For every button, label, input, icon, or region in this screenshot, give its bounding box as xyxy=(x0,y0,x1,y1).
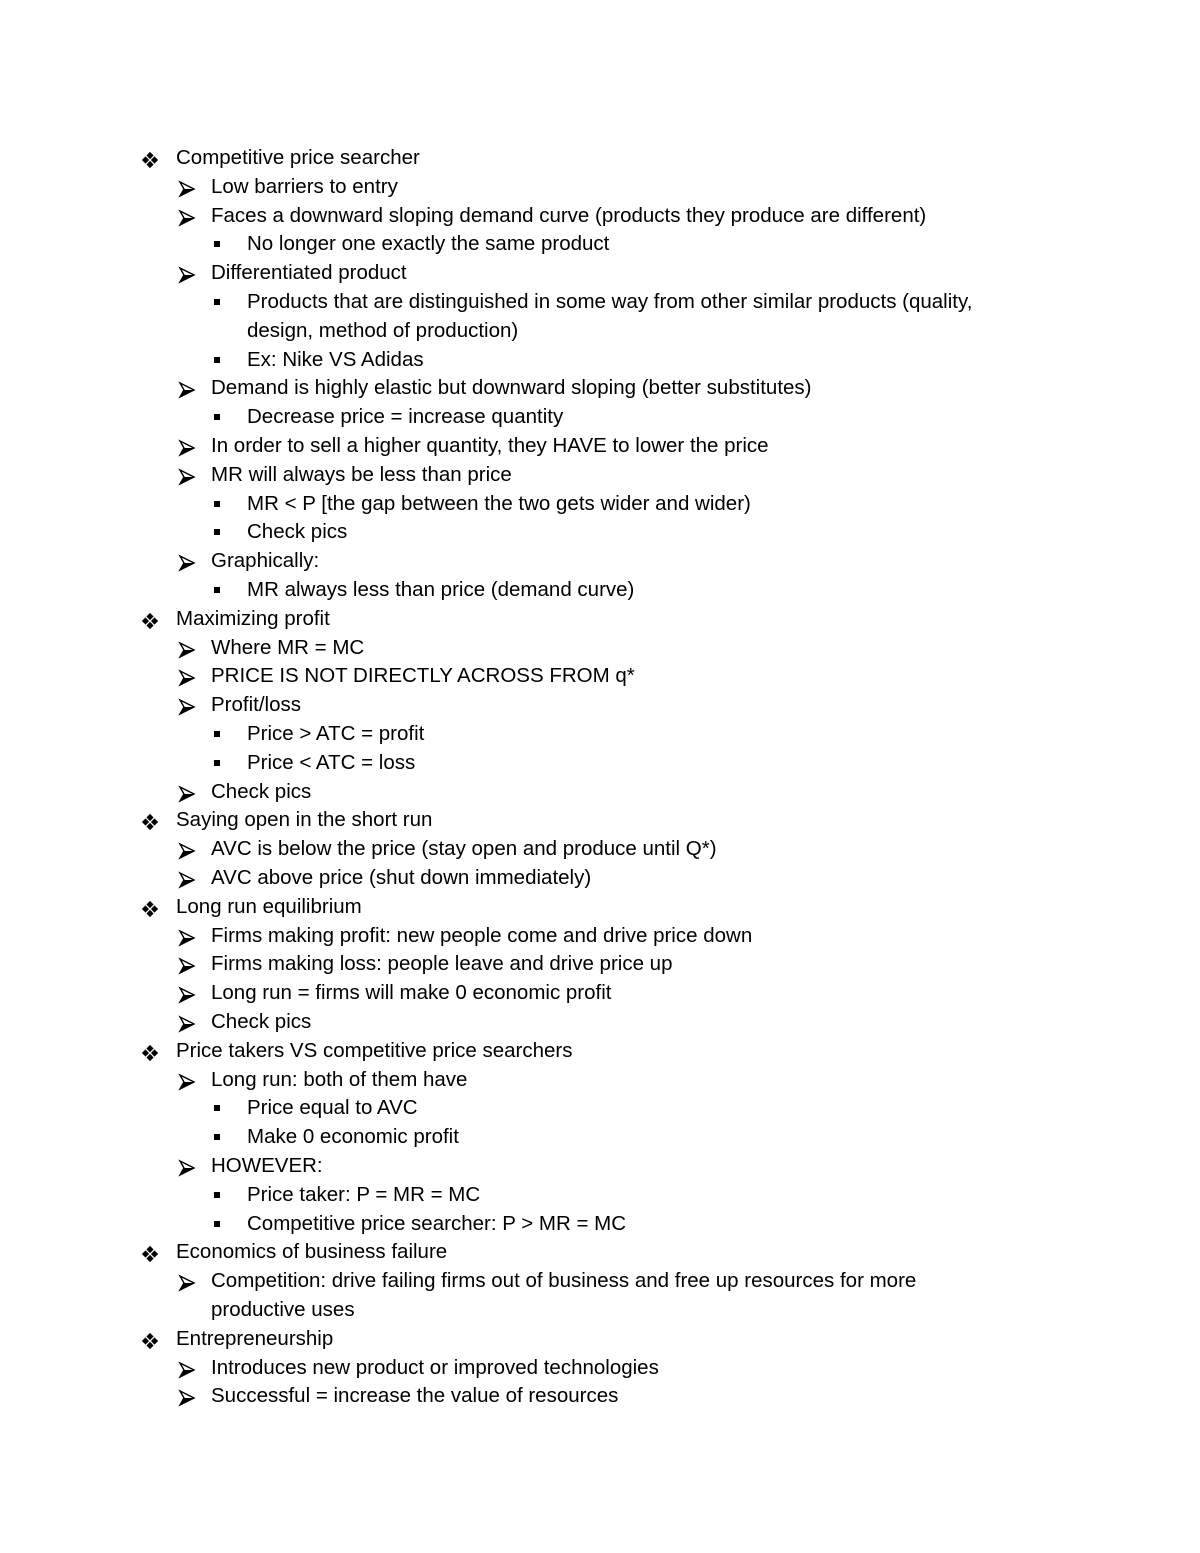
arrowhead-icon xyxy=(178,173,202,201)
outline-item-text: Graphically: xyxy=(211,549,320,573)
square-bullet-icon xyxy=(212,490,236,518)
outline-item-text: Long run: both of them have xyxy=(211,1067,468,1091)
outline-item-text: design, method of production) xyxy=(247,318,519,342)
outline-item-text: Decrease price = increase quantity xyxy=(247,405,564,429)
arrowhead-icon xyxy=(178,662,202,690)
outline-item-text: Firms making loss: people leave and drive price up xyxy=(211,952,673,976)
arrowhead-icon xyxy=(178,547,202,575)
outline-item-text: Competitive price searcher: P > MR = MC xyxy=(247,1211,626,1235)
square-bullet-icon xyxy=(212,1210,236,1238)
arrowhead-icon xyxy=(178,1267,202,1295)
arrowhead-icon xyxy=(178,1152,202,1180)
outline-item-text: Competitive price searcher xyxy=(176,146,420,169)
outline-item-text: Price equal to AVC xyxy=(247,1096,418,1120)
square-bullet-icon xyxy=(212,720,236,748)
four-diamond-icon xyxy=(141,1238,165,1266)
outline-item-text: MR always less than price (demand curve) xyxy=(247,578,635,601)
outline-item-text: Faces a downward sloping demand curve (products they produce are different) xyxy=(211,203,927,227)
four-diamond-icon xyxy=(141,1037,165,1065)
outline-item-text: Price takers VS competitive price searchers xyxy=(176,1038,573,1062)
outline-item-text: Products that are distinguished in some way from other similar products (quality, xyxy=(247,290,973,313)
arrowhead-icon xyxy=(178,432,202,460)
outline-item-text: Check pics xyxy=(211,1010,312,1033)
arrowhead-icon xyxy=(178,922,202,950)
outline-item-text: Check pics xyxy=(211,779,312,803)
outline-item-text: Price < ATC = loss xyxy=(247,750,416,774)
arrowhead-icon xyxy=(178,1382,202,1410)
arrowhead-icon xyxy=(178,950,202,978)
arrowhead-icon xyxy=(178,691,202,719)
square-bullet-icon xyxy=(212,1094,236,1122)
outline-item-text: Economics of business failure xyxy=(176,1240,448,1264)
four-diamond-icon xyxy=(141,1325,165,1353)
four-diamond-icon xyxy=(141,806,165,834)
outline-item-text: Long run = firms will make 0 economic profit xyxy=(211,981,612,1005)
outline-item-text: MR < P [the gap between the two gets wider and wider) xyxy=(247,491,751,515)
square-bullet-icon xyxy=(212,1181,236,1209)
outline-item-text: Entrepreneurship xyxy=(176,1326,334,1350)
arrowhead-icon xyxy=(178,1008,202,1036)
four-diamond-icon xyxy=(141,893,165,921)
square-bullet-icon xyxy=(212,1123,236,1151)
arrowhead-icon xyxy=(178,374,202,402)
square-bullet-icon xyxy=(212,518,236,546)
outline-item-text: Price > ATC = profit xyxy=(247,722,425,745)
outline-item-text: Long run equilibrium xyxy=(176,894,362,918)
outline-item-text: Make 0 economic profit xyxy=(247,1125,459,1149)
outline-item-text: In order to sell a higher quantity, they HAVE to lower the price xyxy=(211,434,769,457)
square-bullet-icon xyxy=(212,288,236,316)
outline-item-text: Introduces new product or improved technologies xyxy=(211,1355,659,1379)
outline-item-text: Saying open in the short run xyxy=(176,808,433,832)
four-diamond-icon xyxy=(141,605,165,633)
arrowhead-icon xyxy=(178,259,202,287)
outline-item-text: HOWEVER: xyxy=(211,1154,323,1177)
square-bullet-icon xyxy=(212,403,236,431)
arrowhead-icon xyxy=(178,1354,202,1382)
square-bullet-icon xyxy=(212,749,236,777)
outline-item-text: Check pics xyxy=(247,520,348,544)
outline-item-text: Demand is highly elastic but downward sloping (better substitutes) xyxy=(211,376,812,400)
outline-item-text: Competition: drive failing firms out of business and free up resources for more xyxy=(211,1269,917,1293)
square-bullet-icon xyxy=(212,346,236,374)
outline-item-text: AVC is below the price (stay open and produce until Q*) xyxy=(211,837,717,861)
outline-item-text: MR will always be less than price xyxy=(211,462,512,486)
outline-item-text: Maximizing profit xyxy=(176,606,330,630)
outline-item-text: PRICE IS NOT DIRECTLY ACROSS FROM q* xyxy=(211,664,635,688)
arrowhead-icon xyxy=(178,778,202,806)
arrowhead-icon xyxy=(178,634,202,662)
outline-item-text: AVC above price (shut down immediately) xyxy=(211,866,592,889)
outline-item-text: Differentiated product xyxy=(211,261,407,285)
outline-item-text: No longer one exactly the same product xyxy=(247,232,610,256)
outline-item-text: Profit/loss xyxy=(211,693,301,717)
outline-item-text: Successful = increase the value of resources xyxy=(211,1384,619,1408)
arrowhead-icon xyxy=(178,202,202,230)
four-diamond-icon xyxy=(141,144,165,172)
outline-item-text: Where MR = MC xyxy=(211,635,365,659)
outline-item-text: Low barriers to entry xyxy=(211,174,398,198)
arrowhead-icon xyxy=(178,461,202,489)
outline-item-text: productive uses xyxy=(211,1298,355,1321)
square-bullet-icon xyxy=(212,576,236,604)
arrowhead-icon xyxy=(178,835,202,863)
arrowhead-icon xyxy=(178,1066,202,1094)
square-bullet-icon xyxy=(212,230,236,258)
arrowhead-icon xyxy=(178,864,202,892)
outline-item-text: Firms making profit: new people come and drive price down xyxy=(211,923,753,947)
outline-item-text: Price taker: P = MR = MC xyxy=(247,1182,481,1206)
outline-item-text: Ex: Nike VS Adidas xyxy=(247,347,424,371)
arrowhead-icon xyxy=(178,979,202,1007)
